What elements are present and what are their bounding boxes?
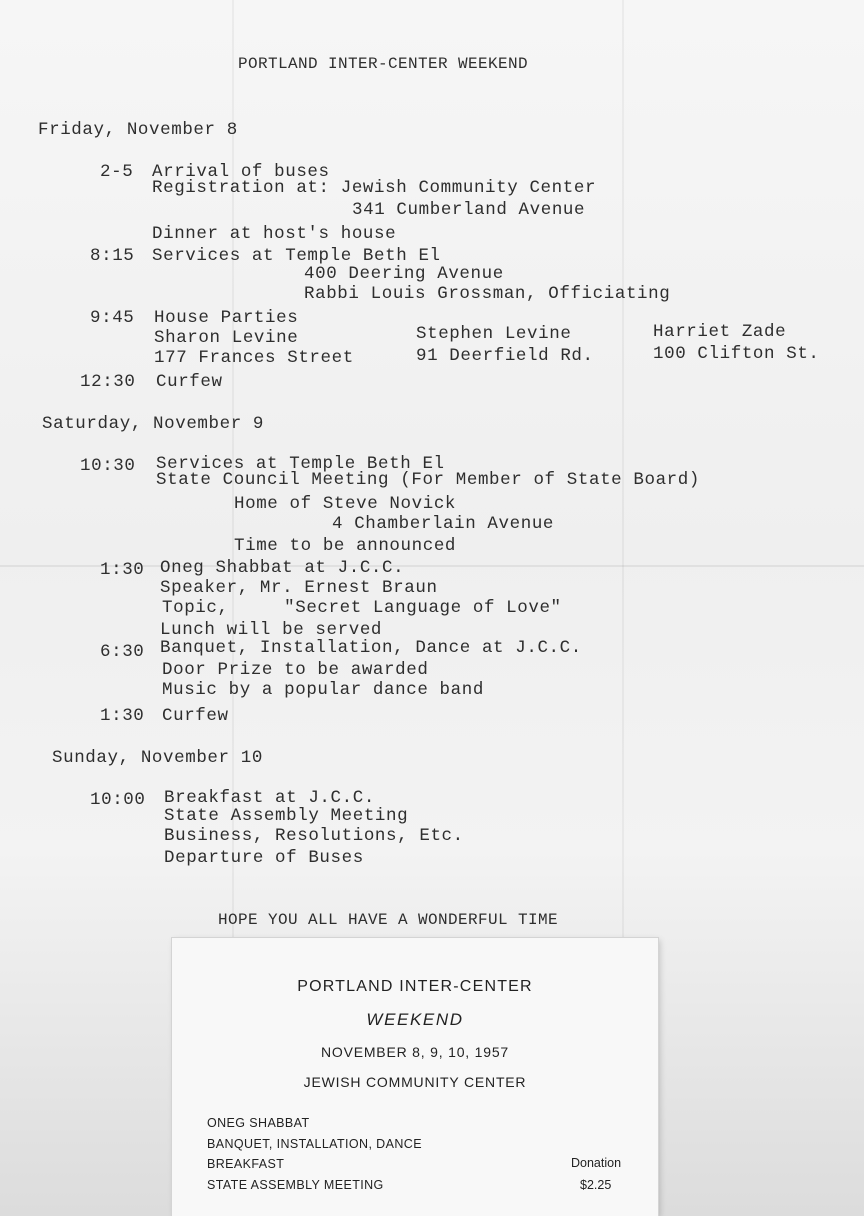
ticket-venue: JEWISH COMMUNITY CENTER bbox=[303, 1074, 527, 1090]
host-address: 91 Deerfield Rd. bbox=[416, 346, 594, 366]
ticket-dates: NOVEMBER 8, 9, 10, 1957 bbox=[320, 1044, 510, 1060]
day-heading-sunday: Sunday, November 10 bbox=[52, 748, 263, 768]
day-heading-friday: Friday, November 8 bbox=[38, 120, 238, 140]
ticket-organizer: PORTLAND INTER-CENTER bbox=[297, 978, 533, 995]
host-name: Stephen Levine bbox=[416, 324, 572, 344]
ticket-item: ONEG SHABBAT bbox=[207, 1116, 310, 1130]
host-name: Sharon Levine bbox=[154, 328, 299, 348]
schedule-line: House Parties bbox=[154, 308, 299, 328]
time-label: 9:45 bbox=[90, 308, 135, 328]
schedule-line: Topic, "Secret Language of Love" bbox=[162, 598, 562, 618]
ticket-donation-label: Donation bbox=[571, 1156, 622, 1170]
closing-line: HOPE YOU ALL HAVE A WONDERFUL TIME bbox=[218, 911, 559, 929]
time-label: 12:30 bbox=[80, 372, 136, 392]
time-label: 1:30 bbox=[100, 560, 145, 580]
schedule-line: Oneg Shabbat at J.C.C. bbox=[160, 558, 405, 578]
schedule-line: Registration at: Jewish Community Center bbox=[152, 178, 597, 198]
schedule-line: Breakfast at J.C.C. bbox=[164, 788, 375, 808]
time-label: 10:30 bbox=[80, 456, 136, 476]
schedule-line: Rabbi Louis Grossman, Officiating bbox=[304, 284, 671, 304]
schedule-line: Dinner at host's house bbox=[152, 224, 397, 244]
day-heading-saturday: Saturday, November 9 bbox=[42, 414, 265, 434]
time-label: 6:30 bbox=[100, 642, 145, 662]
schedule-line: Business, Resolutions, Etc. bbox=[164, 826, 464, 846]
schedule-line: Home of Steve Novick bbox=[234, 494, 457, 514]
time-label: 2-5 bbox=[100, 162, 134, 182]
time-label: 8:15 bbox=[90, 246, 135, 266]
schedule-line: State Council Meeting (For Member of State Board) bbox=[156, 470, 700, 490]
schedule-line: Arrival of buses bbox=[152, 162, 330, 182]
schedule-line: Curfew bbox=[162, 706, 229, 726]
schedule-line: 341 Cumberland Avenue bbox=[352, 200, 586, 220]
host-address: 177 Frances Street bbox=[154, 348, 354, 368]
schedule-line: 400 Deering Avenue bbox=[304, 264, 504, 284]
ticket-item: BANQUET, INSTALLATION, DANCE bbox=[207, 1137, 422, 1151]
schedule-line: Time to be announced bbox=[234, 536, 457, 556]
schedule-line: Curfew bbox=[156, 372, 223, 392]
ticket-price: $2.25 bbox=[580, 1178, 612, 1192]
schedule-line: Music by a popular dance band bbox=[162, 680, 484, 700]
schedule-line: Banquet, Installation, Dance at J.C.C. bbox=[160, 638, 582, 658]
schedule-line: Services at Temple Beth El bbox=[156, 454, 445, 474]
host-address: 100 Clifton St. bbox=[653, 344, 820, 364]
schedule-line: Door Prize to be awarded bbox=[162, 660, 429, 680]
schedule-line: Departure of Buses bbox=[164, 848, 364, 868]
schedule-line: 4 Chamberlain Avenue bbox=[332, 514, 555, 534]
host-name: Harriet Zade bbox=[653, 322, 787, 342]
time-label: 1:30 bbox=[100, 706, 145, 726]
schedule-line: State Assembly Meeting bbox=[164, 806, 409, 826]
schedule-line: Services at Temple Beth El bbox=[152, 246, 441, 266]
program-title: PORTLAND INTER-CENTER WEEKEND bbox=[238, 55, 529, 73]
admission-ticket bbox=[172, 938, 658, 1216]
schedule-line: Lunch will be served bbox=[160, 620, 383, 640]
ticket-event: WEEKEND bbox=[366, 1010, 464, 1029]
time-label: 10:00 bbox=[90, 790, 146, 810]
ticket-item: BREAKFAST bbox=[207, 1157, 285, 1171]
ticket-item: STATE ASSEMBLY MEETING bbox=[207, 1178, 384, 1192]
schedule-line: Speaker, Mr. Ernest Braun bbox=[160, 578, 438, 598]
